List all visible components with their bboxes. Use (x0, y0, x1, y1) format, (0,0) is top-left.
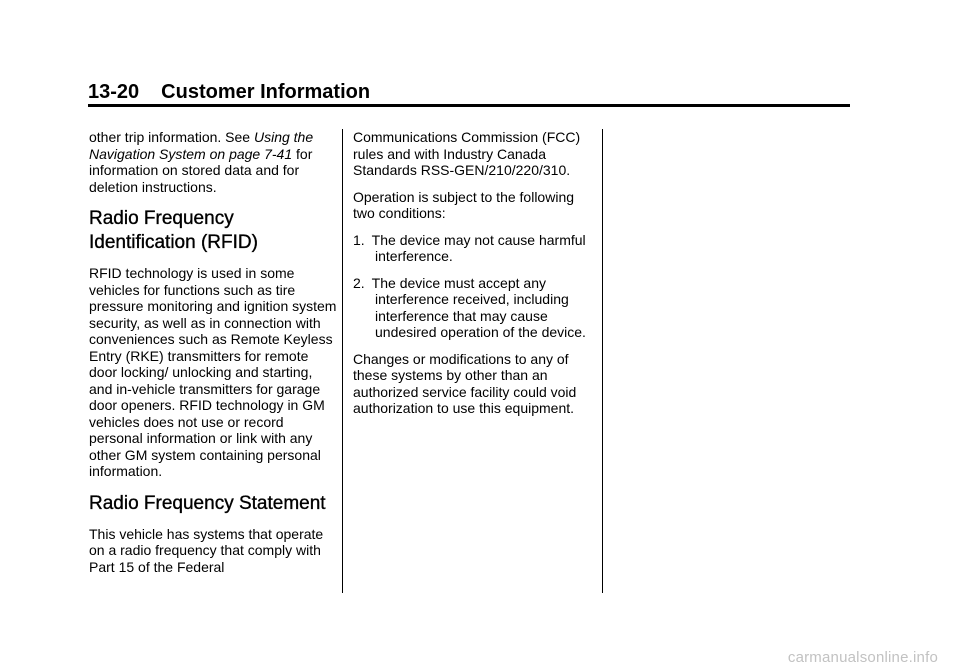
left-column (89, 129, 339, 585)
conditions-intro: Operation is subject to the following two conditions: (353, 188, 575, 221)
watermark: carmanualsonline.info (787, 649, 938, 666)
intro-paragraph (89, 129, 339, 195)
chapter-title: Customer Information (161, 81, 371, 103)
intro-text-end: for information on stored data and for deletion instructions. (89, 145, 313, 195)
column-divider (602, 129, 603, 593)
rfid-heading: Radio Frequency Identification (RFID) (89, 208, 258, 253)
right-column (353, 129, 593, 427)
fcc-paragraph: Communications Commission (FCC) rules and with Industry Canada Standards RSS-GEN/210/220/310. (353, 129, 581, 178)
list-item: 2. The device must accept any interference received, including interference that may cause undesired operation of the device. (353, 274, 586, 340)
section-number: 13-20 (88, 81, 140, 103)
header-rule (88, 104, 850, 107)
page-title (88, 80, 850, 104)
changes-paragraph: Changes or modifications to any of these systems by other than an authorized service facility could void authorization to use this equipment. (353, 350, 577, 416)
navigation-cross-reference: Using the Navigation System on page 7-41 (89, 129, 314, 162)
intro-text: other trip information. See (89, 129, 254, 145)
column-divider (342, 129, 343, 593)
page-header (88, 80, 850, 104)
list-item: 1. The device may not cause harmful interference. (353, 231, 586, 264)
rfid-paragraph: RFID technology is used in some vehicles for functions such as tire pressure monitoring and ignition system security, as well as in connection with conveniences such as Remote Keyless Entry (RKE) transmitters for remote door locking/ unlocking and starting, and in-vehicle transmitters for garage door openers. RFID technology in GM vehicles does not use or record personal information or link with any other GM system containing personal information. (89, 265, 337, 479)
statement-paragraph: This vehicle has systems that operate on a radio frequency that comply with Part 15 of the Federal (89, 525, 324, 575)
conditions-list (353, 232, 593, 341)
radio-statement-heading: Radio Frequency Statement (89, 492, 326, 514)
